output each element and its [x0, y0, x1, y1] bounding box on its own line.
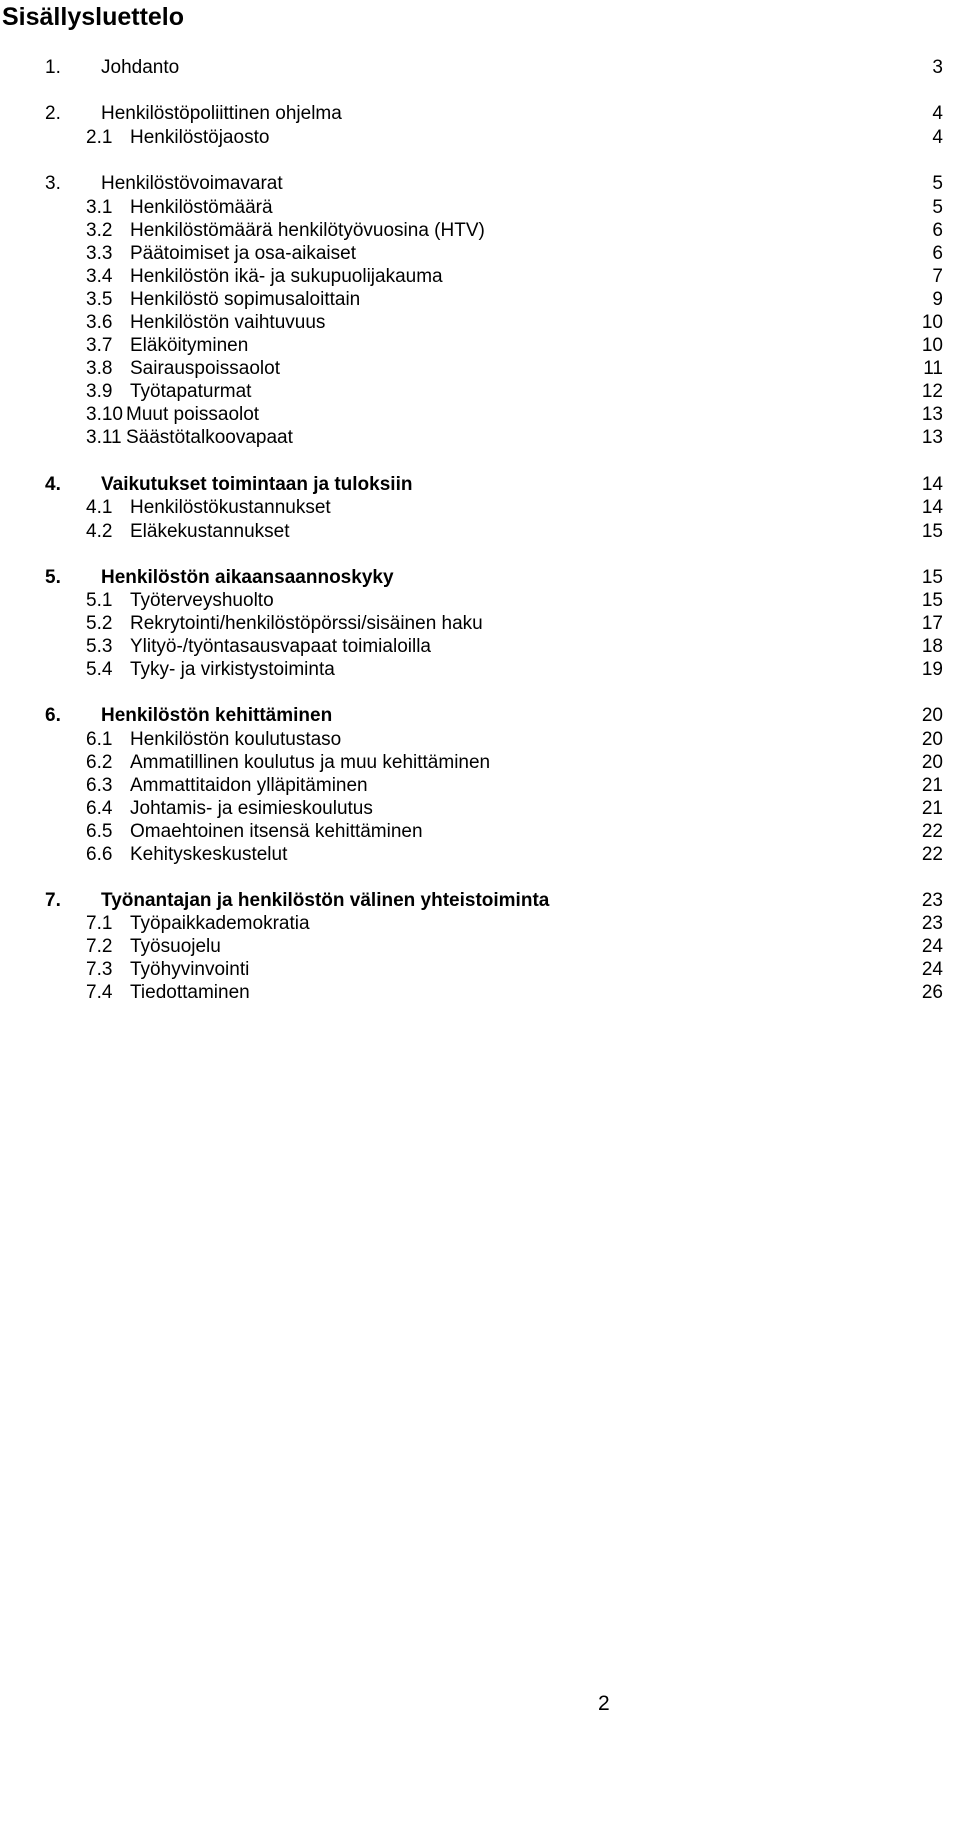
toc-number: 3.4 [86, 266, 113, 287]
toc-number: 3.1 [86, 197, 113, 218]
toc-label: Henkilöstökustannukset [130, 497, 331, 518]
toc-number: 4.2 [86, 521, 113, 542]
toc-number: 5.3 [86, 636, 113, 657]
toc-label: Rekrytointi/henkilöstöpörssi/sisäinen haku [130, 613, 483, 634]
toc-entry-4-2[interactable] [0, 519, 960, 545]
toc-number: 5.4 [86, 659, 113, 680]
toc-label: Vaikutukset toimintaan ja tuloksiin [101, 474, 413, 495]
toc-label: Ammatillinen koulutus ja muu kehittäminen [130, 752, 491, 773]
toc-page-number: 13 [921, 404, 943, 425]
toc-page-number: 19 [921, 659, 943, 680]
page-title: Sisällysluettelo [2, 3, 185, 31]
toc-number: 6.5 [86, 821, 113, 842]
toc-number: 3.9 [86, 381, 113, 402]
toc-page-number: 20 [921, 705, 943, 726]
toc-label: Kehityskeskustelut [130, 844, 288, 865]
toc-entry-1[interactable] [0, 55, 960, 81]
toc-number: 6. [45, 705, 61, 726]
toc-number: 7.3 [86, 959, 113, 980]
toc-page-number: 24 [921, 959, 943, 980]
toc-page-number: 18 [921, 636, 943, 657]
toc-number: 3.2 [86, 220, 113, 241]
toc-number: 5. [45, 567, 61, 588]
toc-entry-4-1[interactable] [0, 495, 960, 521]
toc-entry-5-4[interactable] [0, 657, 960, 683]
toc-entry-7-4[interactable] [0, 980, 960, 1006]
toc-label: Henkilöstömäärä henkilötyövuosina (HTV) [130, 220, 485, 241]
toc-label: Työtapaturmat [130, 381, 252, 402]
toc-label: Johdanto [101, 57, 180, 78]
toc-number: 7. [45, 890, 61, 911]
toc-page-number: 15 [921, 590, 943, 611]
toc-page-number: 23 [921, 913, 943, 934]
toc-label: Säästötalkoovapaat [126, 427, 293, 448]
toc-number: 6.1 [86, 729, 113, 750]
toc-number: 6.4 [86, 798, 113, 819]
toc-number: 4.1 [86, 497, 113, 518]
toc-entry-3-11[interactable] [0, 425, 960, 451]
toc-entry-3[interactable] [0, 171, 960, 197]
toc-number: 2.1 [86, 127, 113, 148]
toc-number: 5.2 [86, 613, 113, 634]
toc-label: Ammattitaidon ylläpitäminen [130, 775, 368, 796]
toc-number: 3.3 [86, 243, 113, 264]
toc-page-number: 23 [921, 890, 943, 911]
toc-number: 3.7 [86, 335, 113, 356]
toc-number: 3.6 [86, 312, 113, 333]
toc-label: Työsuojelu [130, 936, 221, 957]
toc-number: 3.5 [86, 289, 113, 310]
toc-label: Sairauspoissaolot [130, 358, 280, 379]
toc-page-number: 21 [921, 775, 943, 796]
toc-label: Tyky- ja virkistystoiminta [130, 659, 335, 680]
toc-label: Eläkekustannukset [130, 521, 290, 542]
toc-page-number: 6 [932, 220, 943, 241]
toc-label: Henkilöstön vaihtuvuus [130, 312, 326, 333]
toc-label: Henkilöstöjaosto [130, 127, 270, 148]
toc-page-number: 13 [921, 427, 943, 448]
toc-page-number: 17 [921, 613, 943, 634]
toc-label: Työpaikkademokratia [130, 913, 310, 934]
toc-number: 3.10 [86, 404, 123, 425]
toc-page-number: 21 [921, 798, 943, 819]
toc-page-number: 20 [921, 752, 943, 773]
toc-page-number: 26 [921, 982, 943, 1003]
toc-page-number: 10 [921, 312, 943, 333]
toc-number: 6.6 [86, 844, 113, 865]
toc-page-number: 5 [932, 197, 943, 218]
toc-label: Päätoimiset ja osa-aikaiset [130, 243, 356, 264]
toc-number: 7.2 [86, 936, 113, 957]
toc-number: 3.11 [86, 427, 122, 448]
toc-entry-6[interactable] [0, 703, 960, 729]
toc-number: 6.3 [86, 775, 113, 796]
toc-entry-2[interactable] [0, 101, 960, 127]
toc-label: Eläköityminen [130, 335, 249, 356]
toc-entry-6-6[interactable] [0, 842, 960, 868]
toc-page-number: 10 [921, 335, 943, 356]
toc-page-number: 3 [932, 57, 943, 78]
toc-page-number: 22 [921, 821, 943, 842]
toc-label: Muut poissaolot [126, 404, 260, 425]
toc-page-number: 11 [923, 358, 943, 379]
toc-label: Ylityö-/työntasausvapaat toimialoilla [130, 636, 431, 657]
toc-page-number: 15 [921, 521, 943, 542]
toc-entry-2-1[interactable] [0, 125, 960, 151]
toc-label: Henkilöstö sopimusaloittain [130, 289, 361, 310]
toc-number: 7.1 [86, 913, 113, 934]
toc-page-number: 20 [921, 729, 943, 750]
toc-label: Työterveyshuolto [130, 590, 274, 611]
toc-number: 7.4 [86, 982, 113, 1003]
toc-number: 6.2 [86, 752, 113, 773]
toc-number: 3. [45, 173, 61, 194]
toc-label: Henkilöstövoimavarat [101, 173, 283, 194]
toc-page-number: 14 [921, 497, 943, 518]
toc-page-number: 12 [921, 381, 943, 402]
toc-label: Työnantajan ja henkilöstön välinen yhteistoiminta [101, 890, 550, 911]
toc-label: Henkilöstömäärä [130, 197, 273, 218]
toc-number: 2. [45, 103, 61, 124]
toc-page-number: 15 [921, 567, 943, 588]
toc-label: Henkilöstön koulutustaso [130, 729, 342, 750]
toc-label: Tiedottaminen [130, 982, 250, 1003]
toc-page-number: 5 [932, 173, 943, 194]
toc-number: 3.8 [86, 358, 113, 379]
toc-page-number: 22 [921, 844, 943, 865]
page-number: 2 [598, 1692, 610, 1715]
toc-page-number: 4 [932, 103, 943, 124]
toc-label: Omaehtoinen itsensä kehittäminen [130, 821, 423, 842]
toc-page-number: 24 [921, 936, 943, 957]
toc-page-number: 6 [932, 243, 943, 264]
toc-page-number: 4 [932, 127, 943, 148]
toc-label: Henkilöstön ikä- ja sukupuolijakauma [130, 266, 443, 287]
toc-label: Henkilöstön aikaansaannoskyky [101, 567, 394, 588]
toc-label: Johtamis- ja esimieskoulutus [130, 798, 373, 819]
toc-label: Työhyvinvointi [130, 959, 250, 980]
toc-page-number: 9 [932, 289, 943, 310]
toc-page-number: 14 [921, 474, 943, 495]
toc-label: Henkilöstöpoliittinen ohjelma [101, 103, 342, 124]
toc-number: 1. [45, 57, 61, 78]
toc-label: Henkilöstön kehittäminen [101, 705, 333, 726]
toc-page-number: 7 [932, 266, 943, 287]
toc-number: 4. [45, 474, 61, 495]
toc-number: 5.1 [86, 590, 113, 611]
